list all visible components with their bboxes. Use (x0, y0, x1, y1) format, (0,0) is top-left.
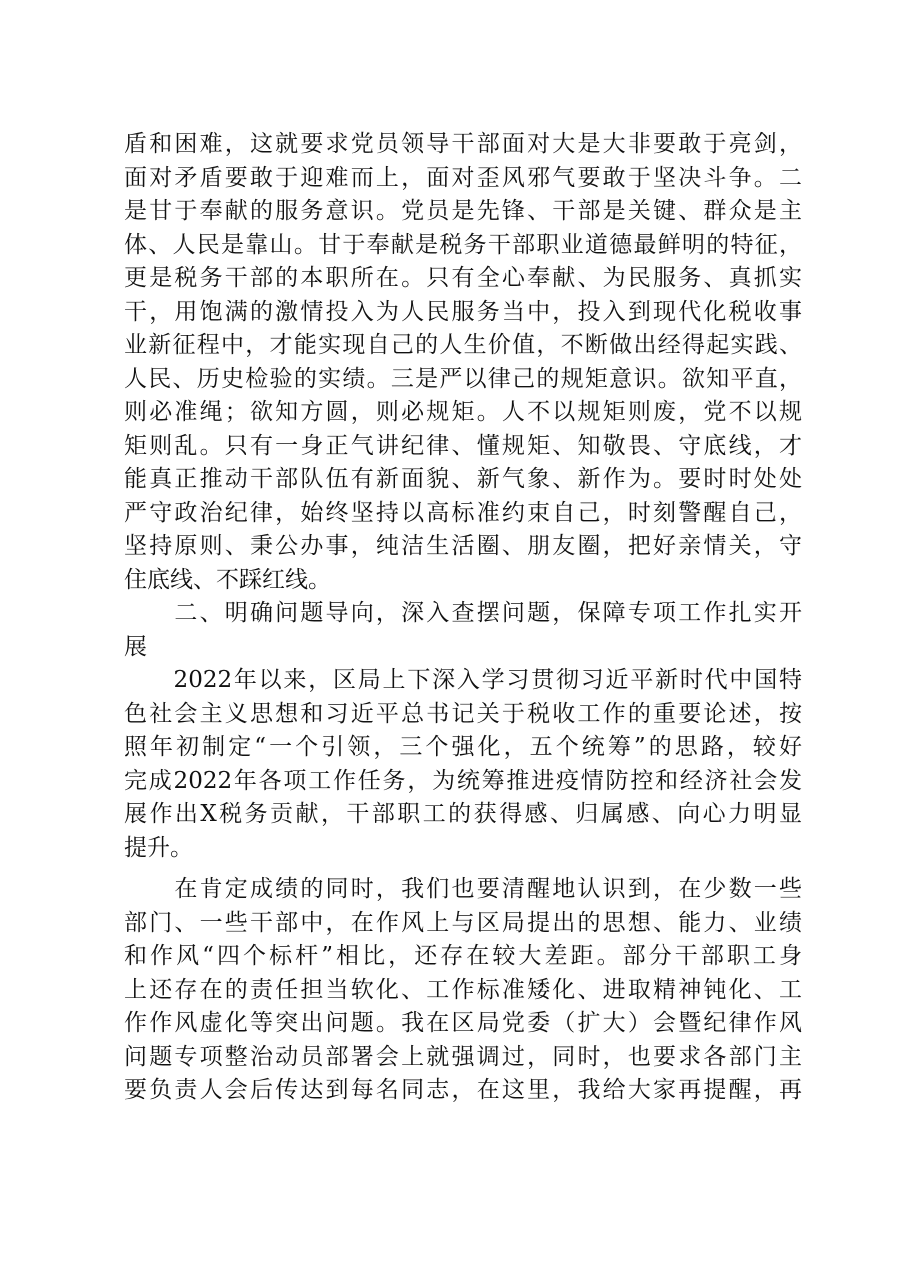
text-line: 人民、历史检验的实绩。三是严以律己的规矩意识。欲知平直， (124, 365, 802, 392)
text-line: 上还存在的责任担当软化、工作标准矮化、进取精神钝化、工 (124, 976, 802, 1003)
text-line: 更是税务干部的本职所在。只有全心奉献、为民服务、真抓实 (124, 265, 802, 291)
text-line: 色社会主义思想和习近平总书记关于税收工作的重要论述，按 (124, 700, 802, 727)
text-line: 住底线、不踩红线。 (124, 566, 331, 593)
text-line: 在肯定成绩的同时，我们也要清醒地认识到，在少数一些 (124, 876, 802, 902)
text-line: 面对矛盾要敢于迎难而上，面对歪风邪气要敢于坚决斗争。二 (124, 164, 802, 191)
text-line: 是甘于奉献的服务意识。党员是先锋、干部是关键、群众是主 (124, 198, 802, 224)
paragraph-gap (124, 865, 802, 873)
text-line: 完成2022年各项工作任务，为统筹推进疫情防控和经济社会发 (124, 767, 802, 794)
text-line: 部门、一些干部中，在作风上与区局提出的思想、能力、业绩 (124, 909, 802, 936)
text-line: 干，用饱满的激情投入为人民服务当中，投入到现代化税收事 (124, 298, 802, 325)
text-line: 盾和困难，这就要求党员领导干部面对大是大非要敢于亮剑， (124, 131, 802, 157)
text-line: 体、人民是靠山。甘于奉献是税务干部职业道德最鲜明的特征， (124, 231, 802, 258)
text-line: 能真正推动干部队伍有新面貌、新气象、新作为。要时时处处 (124, 466, 802, 492)
paragraph-3 (124, 664, 802, 865)
text-line: 作作风虚化等突出问题。我在区局党委（扩大）会暨纪律作风 (124, 1010, 802, 1036)
text-line: 和作风“四个标杆”相比，还存在较大差距。部分干部职工身 (124, 943, 802, 969)
text-line: 矩则乱。只有一身正气讲纪律、懂规矩、知敬畏、守底线，才 (124, 432, 802, 459)
section-heading-2 (124, 597, 802, 664)
text-line: 问题专项整治动员部署会上就强调过，同时，也要求各部门主 (124, 1043, 802, 1070)
text-line: 严守政治纪律，始终坚持以高标准约束自己，时刻警醒自己， (124, 499, 802, 526)
text-line: 提升。 (124, 834, 193, 861)
text-line: 坚持原则、秉公办事，纯洁生活圈、朋友圈，把好亲情关，守 (124, 533, 802, 559)
text-line: 则必准绳；欲知方圆，则必规矩。人不以规矩则废，党不以规 (124, 399, 802, 425)
text-line: 业新征程中，才能实现自己的人生价值，不断做出经得起实践、 (124, 332, 802, 358)
paragraph-4 (124, 873, 802, 1108)
text-line: 展作出X税务贡献，干部职工的获得感、归属感、向心力明显 (124, 801, 802, 827)
text-line: 二、明确问题导向，深入查摆问题，保障专项工作扎实开 (124, 600, 802, 626)
text-line: 要负责人会后传达到每名同志，在这里，我给大家再提醒，再 (124, 1077, 802, 1103)
document-body (124, 128, 802, 1108)
text-line: 照年初制定“一个引领，三个强化，五个统筹”的思路，较好 (124, 734, 802, 760)
text-line: 展 (124, 633, 147, 660)
text-line: 2022年以来，区局上下深入学习贯彻习近平新时代中国特 (124, 667, 802, 693)
paragraph-1 (124, 128, 802, 597)
